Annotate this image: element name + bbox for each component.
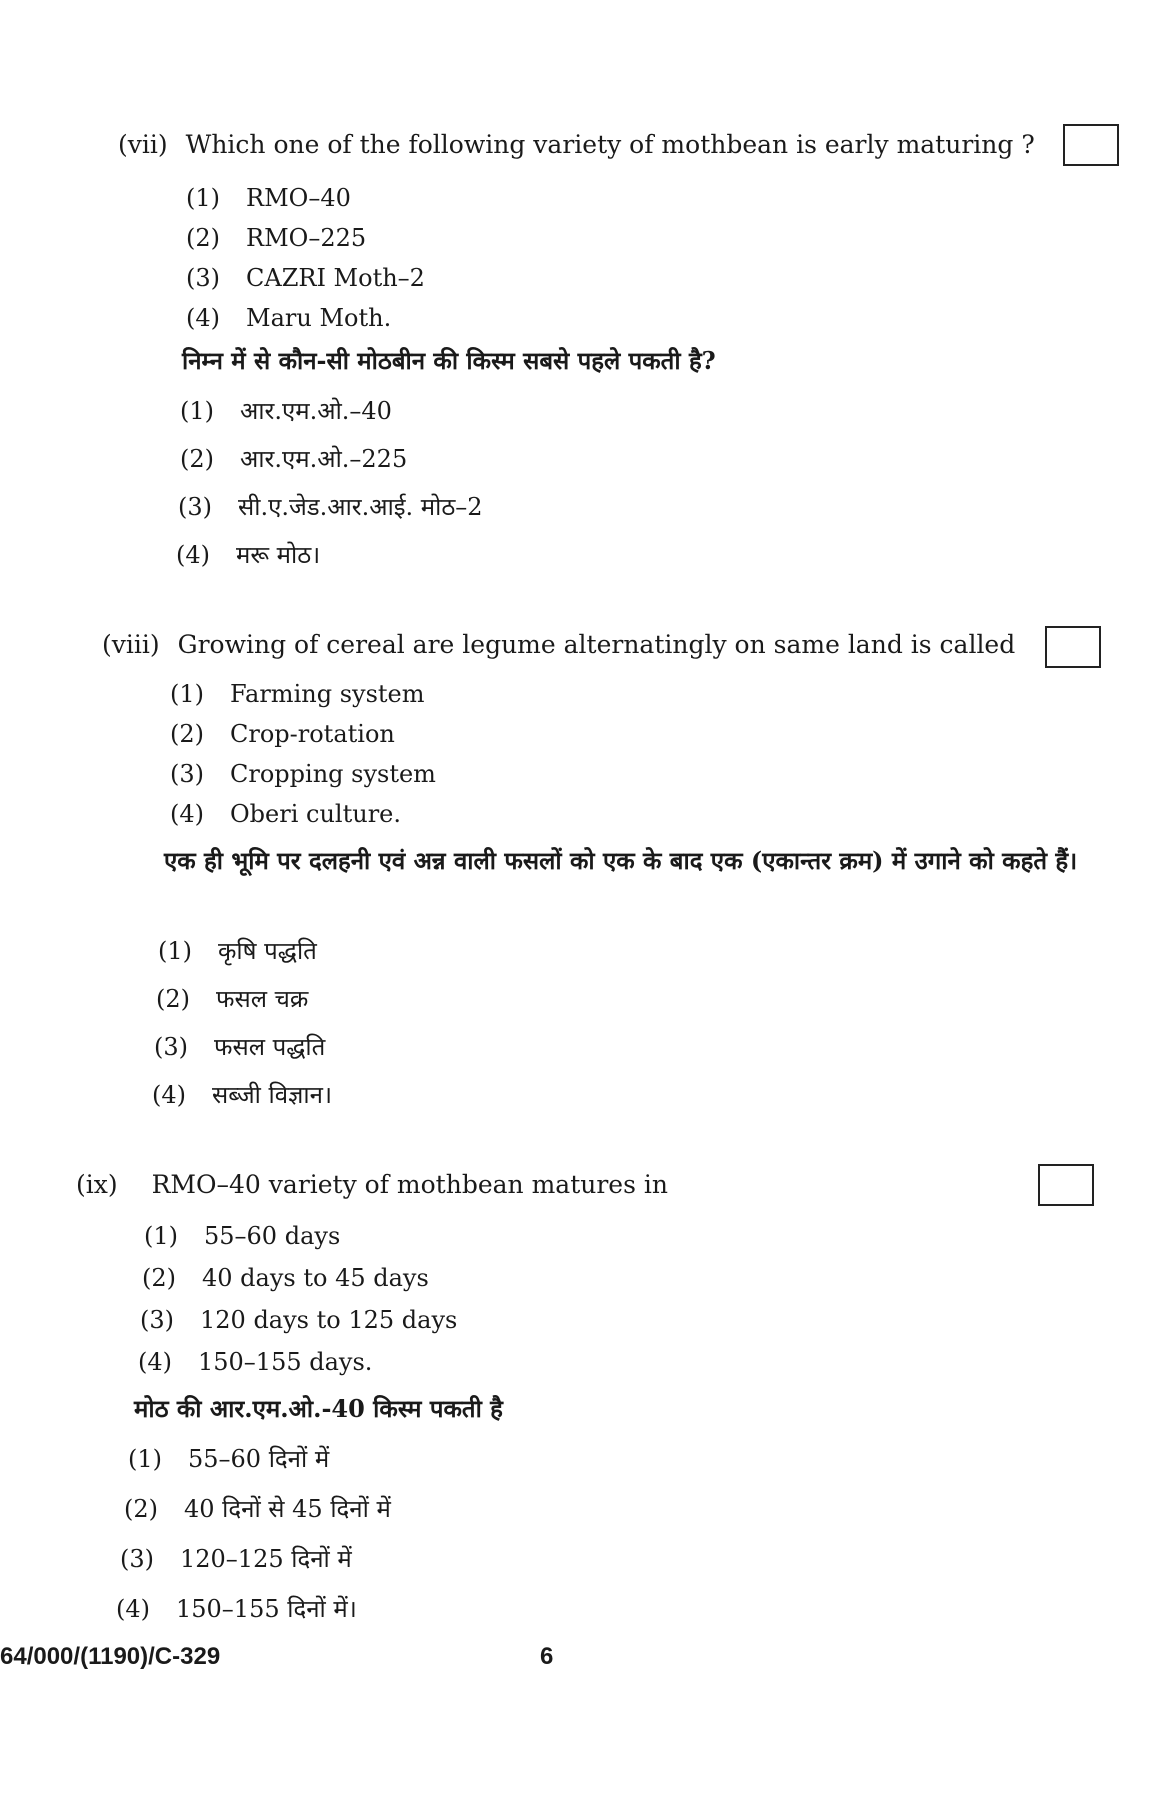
option-en-1: (1) 55–60 days [144, 1222, 341, 1250]
answer-box[interactable] [1045, 626, 1101, 668]
option-hi-3: (3) फसल पद्धति [154, 1033, 326, 1061]
option-en-4: (4) 150–155 days. [138, 1348, 373, 1376]
option-en-3: (3) 120 days to 125 days [140, 1306, 458, 1334]
question-text-en: Which one of the following variety of mothbean is early maturing ? [185, 130, 1035, 159]
option-en-2: (2) 40 days to 45 days [142, 1264, 429, 1292]
option-en-1: (1) Farming system [170, 680, 425, 708]
answer-box[interactable] [1038, 1164, 1094, 1206]
question-stem [76, 1170, 668, 1199]
option-en-1: (1) RMO–40 [186, 184, 351, 212]
question-stem [102, 630, 1015, 659]
option-hi-1: (1) आर.एम.ओ.–40 [180, 397, 392, 425]
question-text-hi: मोठ की आर.एम.ओ.-40 किस्म पकती है [134, 1394, 503, 1423]
question-number: (ix) [76, 1170, 118, 1199]
question-text-hi: एक ही भूमि पर दलहनी एवं अन्न वाली फसलों को एक के बाद एक (एकान्तर क्रम) में उगाने को कहते हैं। [164, 846, 1078, 875]
page-number: 6 [540, 1643, 554, 1670]
option-hi-2: (2) 40 दिनों से 45 दिनों में [124, 1495, 391, 1523]
option-en-3: (3) CAZRI Moth–2 [186, 264, 425, 292]
paper-code: 64/000/(1190)/C-329 [0, 1643, 221, 1670]
question-number: (vii) [118, 130, 168, 159]
option-hi-4: (4) सब्जी विज्ञान। [152, 1081, 333, 1109]
question-number: (viii) [102, 630, 160, 659]
option-hi-3: (3) 120–125 दिनों में [120, 1545, 352, 1573]
option-en-2: (2) RMO–225 [186, 224, 367, 252]
option-en-3: (3) Cropping system [170, 760, 436, 788]
option-hi-3: (3) सी.ए.जेड.आर.आई. मोठ–2 [178, 493, 483, 521]
option-hi-1: (1) कृषि पद्धति [158, 937, 317, 965]
option-hi-4: (4) मरू मोठ। [176, 541, 321, 569]
option-hi-2: (2) फसल चक्र [156, 985, 309, 1013]
option-hi-1: (1) 55–60 दिनों में [128, 1445, 330, 1473]
option-hi-2: (2) आर.एम.ओ.–225 [180, 445, 408, 473]
question-text-en: Growing of cereal are legume alternatingly on same land is called [177, 630, 1016, 659]
question-text-hi: निम्न में से कौन-सी मोठबीन की किस्म सबसे पहले पकती है? [182, 346, 716, 375]
option-en-2: (2) Crop-rotation [170, 720, 395, 748]
option-hi-4: (4) 150–155 दिनों में। [116, 1595, 357, 1623]
option-en-4: (4) Oberi culture. [170, 800, 401, 828]
answer-box[interactable] [1063, 124, 1119, 166]
question-text-en: RMO–40 variety of mothbean matures in [151, 1170, 668, 1199]
option-en-4: (4) Maru Moth. [186, 304, 392, 332]
question-stem [118, 130, 1035, 159]
